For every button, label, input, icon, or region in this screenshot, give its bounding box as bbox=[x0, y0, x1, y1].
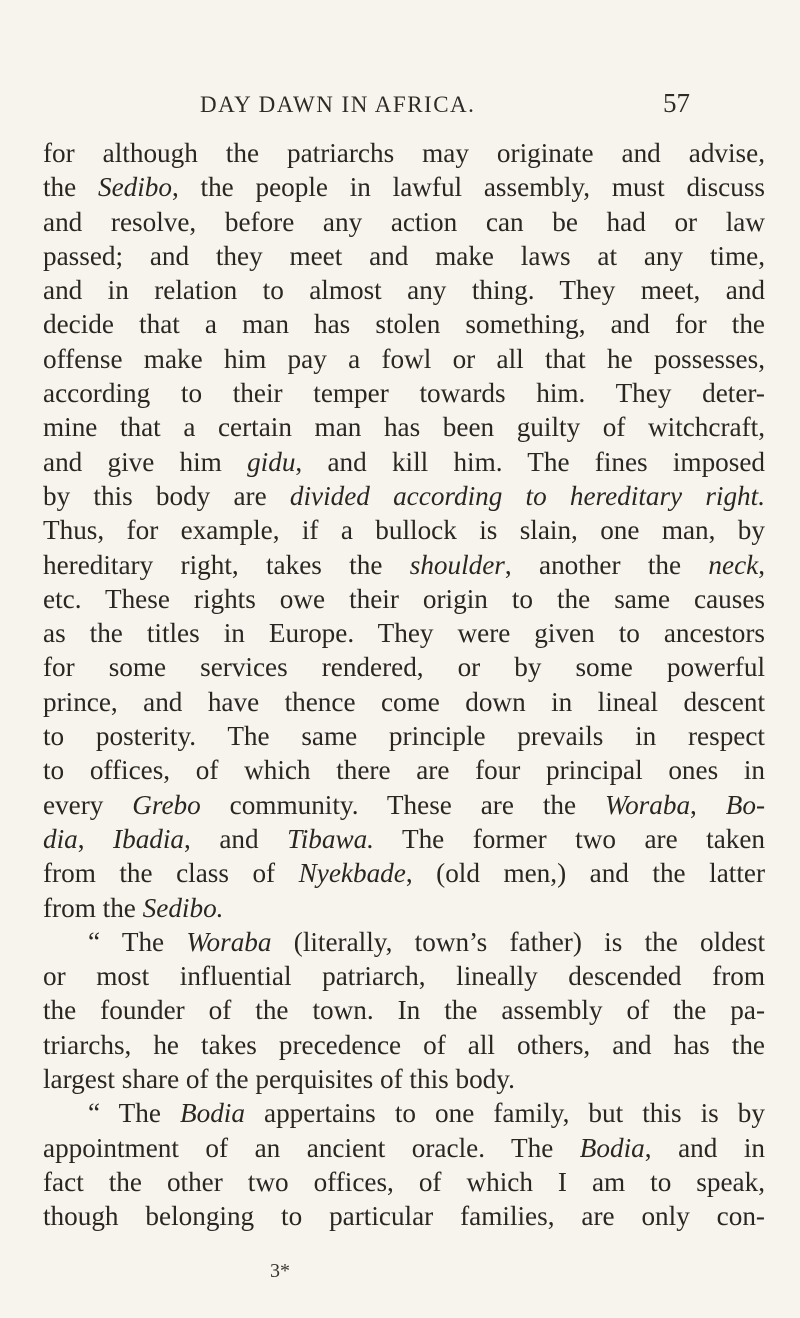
text-segment: Bo- bbox=[725, 789, 766, 820]
text-line bbox=[43, 376, 765, 410]
text-line bbox=[43, 445, 765, 479]
text-line bbox=[43, 650, 765, 684]
text-segment: Sedibo. bbox=[142, 892, 224, 923]
running-head: DAY DAWN IN AFRICA. bbox=[200, 92, 476, 117]
text-segment: as the titles in Europe. They were given to ancestors bbox=[43, 618, 765, 649]
text-segment: to posterity. The same principle prevails in respect bbox=[43, 721, 765, 752]
text-segment: by this body are bbox=[43, 480, 290, 511]
text-segment: Woraba bbox=[604, 789, 691, 820]
text-line bbox=[43, 891, 765, 925]
text-segment: largest share of the perquisites of this body. bbox=[43, 1064, 515, 1095]
text-line bbox=[43, 753, 765, 787]
text-segment: Bodia bbox=[180, 1098, 245, 1129]
text-segment: to offices, of which there are four principal ones in bbox=[43, 755, 765, 786]
text-segment: Thus, for example, if a bullock is slain, one man, by bbox=[43, 515, 765, 546]
text-segment: Ibadia bbox=[113, 823, 185, 854]
text-segment: , another the bbox=[504, 549, 709, 580]
text-line bbox=[43, 410, 765, 444]
text-line bbox=[43, 925, 765, 959]
text-segment: the founder of the town. In the assembly of the pa- bbox=[43, 995, 765, 1026]
signature-mark: 3* bbox=[270, 1260, 290, 1282]
text-line bbox=[43, 136, 765, 170]
text-segment: , and kill him. The fines imposed bbox=[295, 446, 766, 477]
text-segment: and give him bbox=[43, 446, 248, 477]
text-segment: “ The bbox=[88, 926, 187, 957]
text-line bbox=[43, 479, 765, 513]
text-line bbox=[43, 1199, 765, 1233]
text-segment: , bbox=[758, 549, 765, 580]
text-line bbox=[43, 1131, 765, 1165]
text-segment: , (old men,) and the latter bbox=[405, 858, 765, 889]
text-segment: Woraba bbox=[186, 926, 272, 957]
text-segment: and resolve, before any action can be had or law bbox=[43, 206, 765, 237]
text-segment: shoulder bbox=[409, 549, 505, 580]
text-segment: (literally, town’s father) is the oldest bbox=[271, 926, 765, 957]
text-line bbox=[43, 1062, 765, 1096]
page-number: 57 bbox=[663, 88, 690, 118]
text-line bbox=[43, 239, 765, 273]
text-segment: etc. These rights owe their origin to the same causes bbox=[43, 583, 765, 614]
text-line bbox=[43, 685, 765, 719]
text-segment: divided according to hereditary right. bbox=[289, 480, 765, 511]
text-segment: triarchs, he takes precedence of all others, and has the bbox=[43, 1029, 765, 1060]
text-segment: Tibawa. bbox=[287, 823, 374, 854]
text-segment: or most influential patriarch, lineally descended from bbox=[43, 961, 765, 992]
text-line bbox=[43, 719, 765, 753]
text-segment: community. These are the bbox=[200, 789, 605, 820]
text-line bbox=[43, 548, 765, 582]
text-segment: neck bbox=[708, 549, 759, 580]
text-segment: decide that a man has stolen something, and for the bbox=[43, 309, 765, 340]
text-segment: passed; and they meet and make laws at any time, bbox=[43, 240, 765, 271]
text-segment: the bbox=[43, 172, 98, 203]
text-line bbox=[43, 1165, 765, 1199]
text-segment: , and bbox=[184, 823, 288, 854]
text-line bbox=[43, 856, 765, 890]
text-line bbox=[43, 822, 765, 856]
text-segment: The former two are taken bbox=[373, 823, 766, 854]
text-segment: , the people in lawful assembly, must discuss bbox=[171, 172, 765, 203]
text-line bbox=[43, 959, 765, 993]
text-segment: appointment of an ancient oracle. The bbox=[43, 1132, 580, 1163]
text-segment: gidu bbox=[247, 446, 296, 477]
text-segment: and in relation to almost any thing. They meet, and bbox=[43, 275, 765, 306]
text-segment: mine that a certain man has been guilty of witchcraft, bbox=[43, 412, 765, 443]
text-segment: every bbox=[43, 789, 133, 820]
body-text bbox=[43, 136, 765, 1234]
text-segment: , and in bbox=[644, 1132, 765, 1163]
text-line bbox=[43, 788, 765, 822]
text-line bbox=[43, 170, 765, 204]
text-segment: for although the patriarchs may originate and advise, bbox=[43, 138, 765, 168]
text-segment: according to their temper towards him. They deter- bbox=[43, 378, 765, 409]
text-line bbox=[43, 307, 765, 341]
text-segment: dia bbox=[43, 823, 78, 854]
text-line bbox=[43, 1096, 765, 1130]
text-segment: hereditary right, takes the bbox=[43, 549, 410, 580]
text-segment: Grebo bbox=[132, 789, 201, 820]
text-segment: from the class of bbox=[43, 858, 299, 889]
text-line bbox=[43, 342, 765, 376]
text-segment: Bodia bbox=[579, 1132, 645, 1163]
text-line bbox=[43, 513, 765, 547]
text-segment: appertains to one family, but this is by bbox=[244, 1098, 765, 1129]
text-segment: Sedibo bbox=[97, 172, 172, 203]
text-segment: fact the other two offices, of which I am to speak, bbox=[43, 1166, 765, 1197]
text-line bbox=[43, 205, 765, 239]
text-segment: though belonging to particular families, are only con- bbox=[43, 1201, 765, 1232]
text-segment: offense make him pay a fowl or all that he possesses, bbox=[43, 343, 765, 374]
text-line bbox=[43, 582, 765, 616]
text-line bbox=[43, 616, 765, 650]
text-segment: from the bbox=[43, 892, 143, 923]
text-line bbox=[43, 993, 765, 1027]
text-segment: Nyekbade bbox=[298, 858, 406, 889]
text-segment: prince, and have thence come down in lineal descent bbox=[43, 686, 765, 717]
text-line bbox=[43, 1028, 765, 1062]
text-line bbox=[43, 273, 765, 307]
text-segment: for some services rendered, or by some powerful bbox=[43, 652, 765, 683]
text-segment: “ The bbox=[88, 1098, 180, 1129]
text-segment: , bbox=[77, 823, 114, 854]
text-segment: , bbox=[690, 789, 726, 820]
